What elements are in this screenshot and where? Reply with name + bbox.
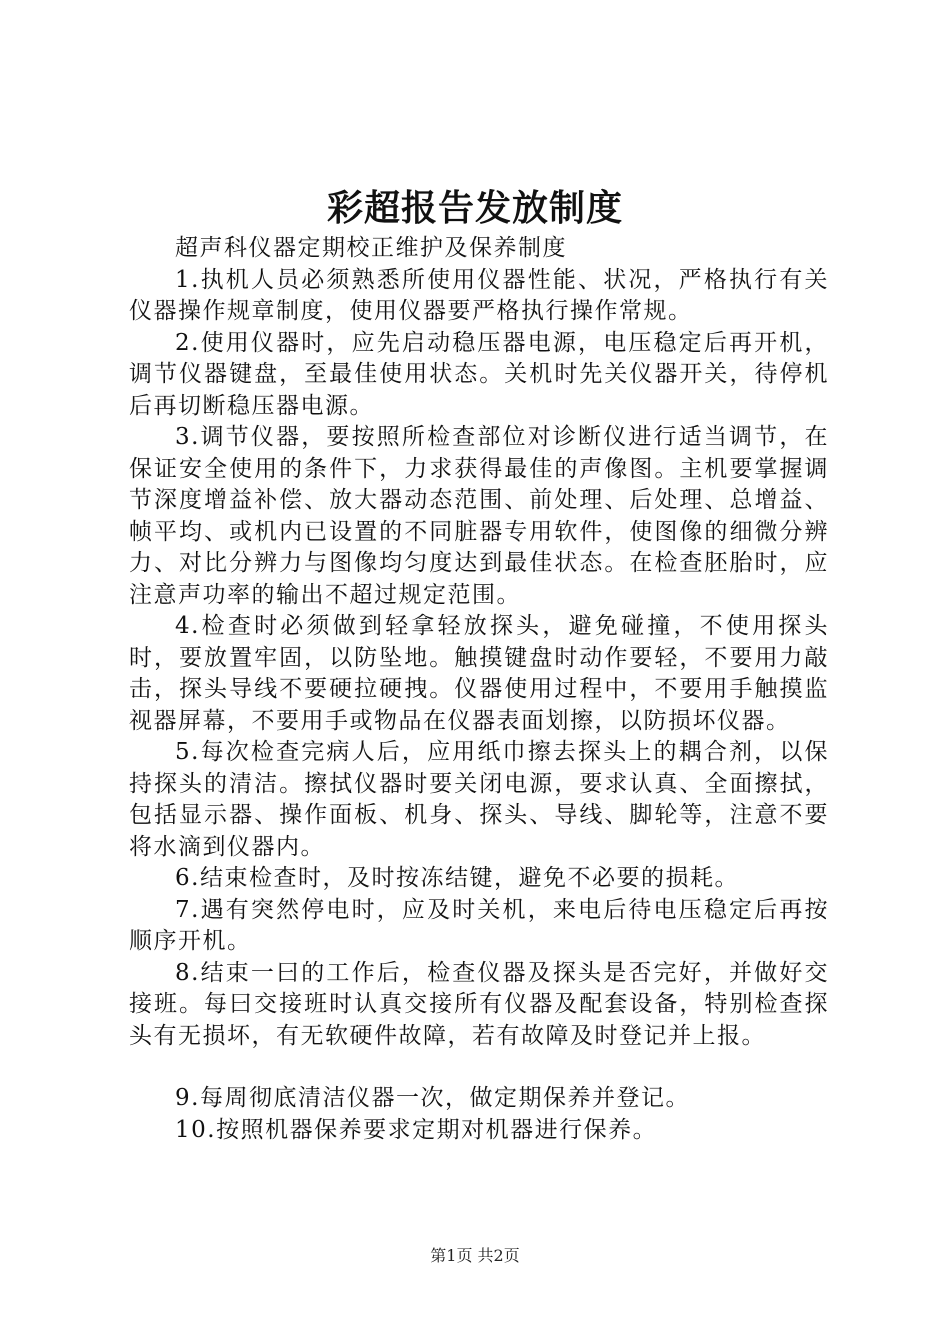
paragraph-7: 7.遇有突然停电时，应及时关机，来电后待电压稳定后再按顺序开机。 [129,896,829,954]
paragraph-2: 2.使用仪器时，应先启动稳压器电源，电压稳定后再开机，调节仪器键盘，至最佳使用状态。关机时先关仪器开关，待停机后再切断稳压器电源。 [129,329,829,419]
subtitle: 超声科仪器定期校正维护及保养制度 [175,235,567,261]
paragraph-5: 5.每次检查完病人后，应用纸巾擦去探头上的耦合剂，以保持探头的清洁。擦拭仪器时要关闭电源，要求认真、全面擦拭，包括显示器、操作面板、机身、探头、导线、脚轮等，注意不要将水滴到仪器内。 [129,739,829,860]
paragraph-4: 4.检查时必须做到轻拿轻放探头，避免碰撞，不使用探头时，要放置牢固，以防坠地。触摸键盘时动作要轻，不要用力敲击，探头导线不要硬拉硬拽。仪器使用过程中，不要用手触摸监视器屏幕，不要用手或物品在仪器表面划擦，以防损坏仪器。 [129,613,829,734]
paragraph-6: 6.结束检查时，及时按冻结键，避免不必要的损耗。 [175,865,739,891]
paragraph-8: 8.结束一曰的工作后，检查仪器及探头是否完好，并做好交接班。每曰交接班时认真交接所有仪器及配套设备，特别检查探头有无损坏，有无软硬件故障，若有故障及时登记并上报。 [129,959,829,1049]
paragraph-3: 3.调节仪器，要按照所检查部位对诊断仪进行适当调节，在保证安全使用的条件下，力求获得最佳的声像图。主机要掌握调节深度增益补偿、放大器动态范围、前处理、后处理、总增益、帧平均、或机内已设置的不同脏器专用软件，使图像的细微分辨力、对比分辨力与图像均匀度达到最佳状态。在检查胚胎时，应注意声功率的输出不超过规定范围。 [129,424,829,608]
paragraph-1: 1.执机人员必须熟悉所使用仪器性能、状况，严格执行有关仪器操作规章制度，使用仪器要严格执行操作常规。 [129,266,829,324]
paragraph-10: 10.按照机器保养要求定期对机器进行保养。 [175,1116,658,1143]
paragraph-9: 9.每周彻底清洁仪器一次，做定期保养并登记。 [175,1085,690,1111]
document-body [129,233,829,1146]
page-footer: 第1页 共2页 [430,1246,520,1265]
document-title: 彩超报告发放制度 [326,187,623,229]
